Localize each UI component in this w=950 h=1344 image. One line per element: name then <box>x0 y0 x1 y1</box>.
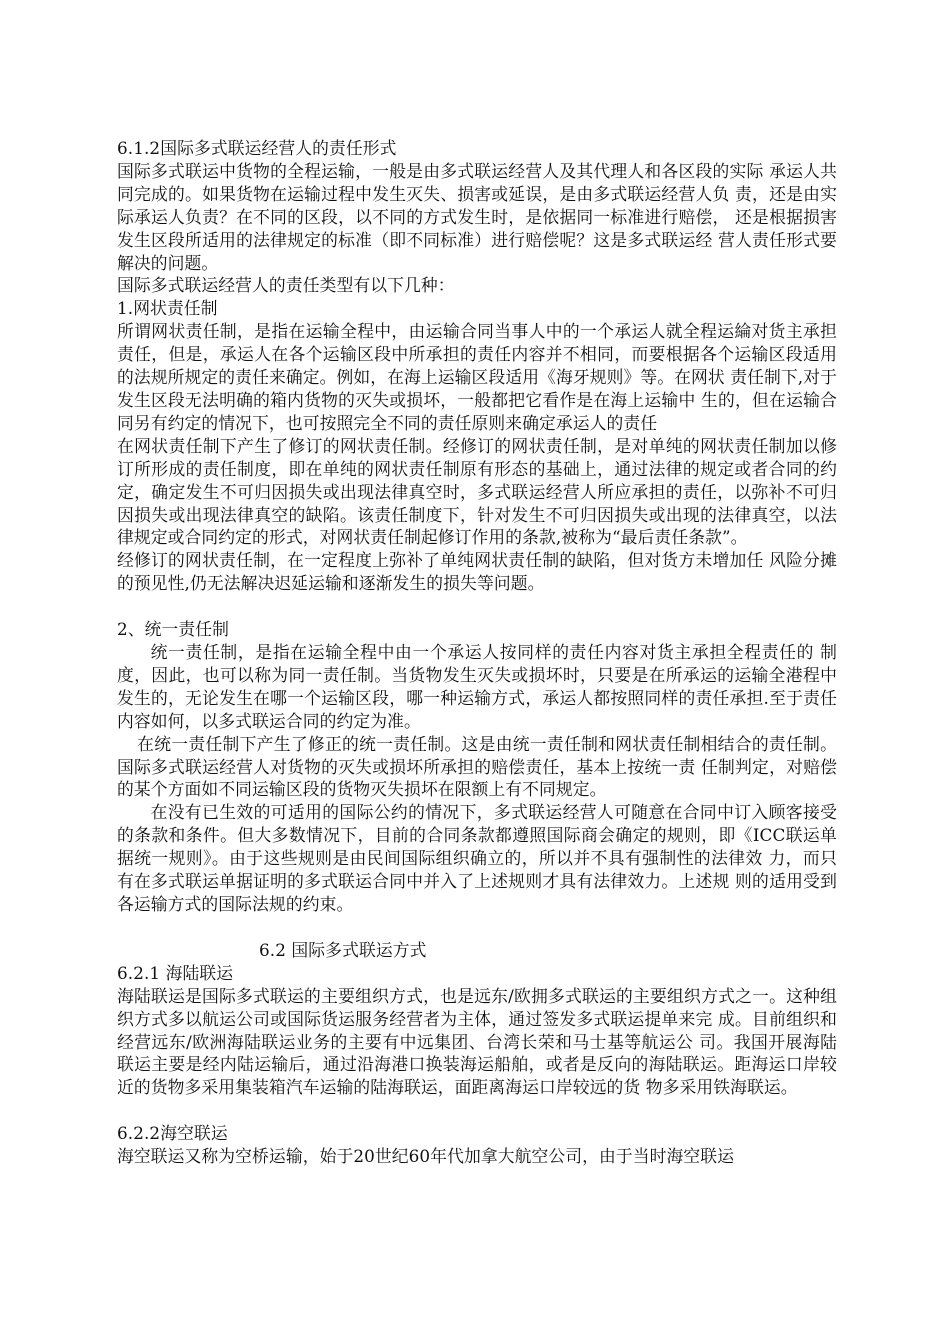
paragraph: 统一责任制，是指在运输全程中由一个承运人按同样的责任内容对货主承担全程责任的 制度，因此，也可以称为同一责任制。当货物发生灭失或损坏时，只要是在所承运的运输全港程中发生的，无论发生在哪一个运输区段，哪一种运输方式，承运人都按照同样的责任承担.至于责任内容如何，以多式联运合同的约定为准。 <box>117 642 837 731</box>
subsection-title: 6.2.2海空联运 <box>117 1123 228 1144</box>
spacer <box>117 595 837 618</box>
paragraph: 海陆联运是国际多式联运的主要组织方式，也是远东/欧拥多式联运的主要组织方式之一。这种组织方式多以航运公司或国际货运服务经营者为主体，通过签发多式联运提单来完 成。目前组织和经营远东/欧洲海陆联运业务的主要有中远集团、台湾长荣和马士基等航运公 司。我国开展海陆联运主要是经内陆运输后，通过沿海港口换装海运船舶，或者是反向的海陆联运。距海运口岸较近的货物多采用集装箱汽车运输的陆海联运，面距离海运口岸较远的货 物多采用铁海联运。 <box>117 985 837 1098</box>
paragraph: 在没有已生效的可适用的国际公约的情况下，多式联运经营人可随意在合同中订入顾客接受的条款和条件。但大多数情况下，目前的合同条款都遵照国际商会确定的规则，即《ICC联运单据统一规则》。由于这些规则是由民间国际组织确立的，所以并不具有强制性的法律效 力，而只有在多式联运单据证明的多式联运合同中并入了上述规则才具有法律效力。上述规 则的适用受到各运输方式的国际法规的约束。 <box>117 802 837 914</box>
list-item-title: 2、统一责任制 <box>117 619 230 640</box>
section-heading-6-2: 6.2 国际多式联运方式 <box>259 939 427 960</box>
spacer <box>117 1099 837 1122</box>
section-heading-6-1-2: 6.1.2国际多式联运经营人的责任形式 <box>117 138 397 158</box>
paragraph: 在统一责任制下产生了修正的统一责任制。这是由统一责任制和网状责任制相结合的责任制。国际多式联运经营人对货物的灭失或损坏所承担的赔偿责任，基本上按统一责 任制判定，对赔偿的某个方面如不同运输区段的货物灭失损坏在限额上有不同规定。 <box>117 733 837 800</box>
list-item-title: 1.网状责任制 <box>117 298 218 319</box>
paragraph: 海空联运又称为空桥运输，始于20世纪60年代加拿大航空公司，由于当时海空联运 <box>117 1146 735 1167</box>
paragraph: 国际多式联运经营人的责任类型有以下几种： <box>117 275 455 296</box>
spacer <box>117 916 837 939</box>
document-page <box>117 137 837 1168</box>
subsection-title: 6.2.1 海陆联运 <box>117 962 234 983</box>
paragraph: 所谓网状责任制，是指在运输全程中，由运输合同当事人中的一个承运人就全程运綸对货主承担责任，但是，承运人在各个运输区段中所承担的责任内容并不相同，而要根据各个运输区段适用的法规所规定的责任来确定。例如，在海上运输区段适用《海牙规则》等。在网状 责任制下,对于发生区段无法明确的箱内货物的灭失或损坏，一般都把它看作是在海上运输中 生的，但在运输合同另有约定的情况下，也可按照完全不同的责任原则来确定承运人的责任 <box>117 321 837 433</box>
paragraph: 经修订的网状责任制，在一定程度上弥补了单纯网状责任制的缺陷，但对货方未增加任 风险分摊的预见性,仍无法解决迟延运输和逐渐发生的损失等问题。 <box>117 550 837 594</box>
paragraph: 在网状责任制下产生了修订的网状责任制。经修订的网状责任制，是对单纯的网状责任制加以修订所形成的责任制度，即在单纯的网状责任制原有形态的基础上，通过法律的规定或者合同的约定，确定发生不可归因损失或出现法律真空时，多式联运经营人所应承担的责任，以弥补不可归因损失或出现法律真空的缺陷。该责任制度下，针对发生不可归因损失或出现的法律真空，以法律规定或合同约定的形式，对网状责任制起修订作用的条款,被称为“最后责任条款”。 <box>117 435 837 548</box>
paragraph: 国际多式联运中货物的全程运输，一般是由多式联运经营人及其代理人和各区段的实际 承运人共同完成的。如果货物在运输过程中发生灭失、损害或延误，是由多式联运经营人负 责，还是由实际承运人负责？在不同的区段，以不同的方式发生时，是依据同一标准进行赔偿， 还是根据损害发生区段所适用的法律规定的标准（即不同标准）进行赔偿呢？这是多式联运经 营人责任形式要解决的问题。 <box>117 160 837 273</box>
